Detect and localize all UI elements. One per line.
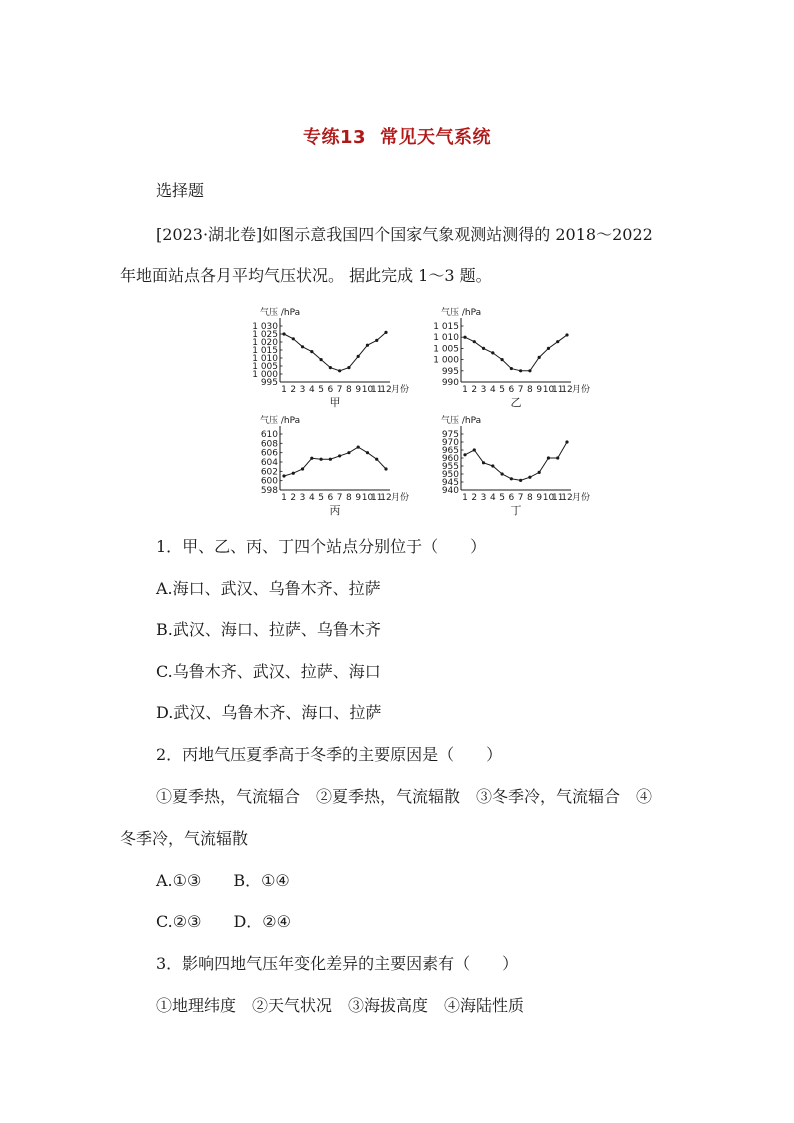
x-tick-label: 9 xyxy=(355,385,362,395)
y-tick-label: 1 010 xyxy=(433,333,459,344)
x-axis-label: 月份 xyxy=(572,493,591,503)
y-tick-label: 1 005 xyxy=(433,344,459,355)
x-tick-label: 3 xyxy=(299,493,306,503)
y-tick-label: 995 xyxy=(260,378,278,388)
x-tick-label: 8 xyxy=(527,385,533,395)
x-tick-label: 12 xyxy=(561,385,573,395)
x-tick-label: 3 xyxy=(480,493,487,503)
y-tick-label: 995 xyxy=(441,366,459,377)
q1-stem: 1．甲、乙、丙、丁四个站点分别位于（ ） xyxy=(156,537,487,556)
chart-caption: 丁 xyxy=(510,504,522,517)
x-tick-label: 5 xyxy=(499,493,505,503)
data-point xyxy=(547,456,550,459)
data-point xyxy=(366,344,369,347)
q2-choices-ab: A.①③ B．①④ xyxy=(156,871,290,890)
x-tick-label: 2 xyxy=(471,493,478,503)
x-tick-label: 12 xyxy=(380,493,392,503)
data-point xyxy=(500,472,503,475)
x-tick-label: 10 xyxy=(542,385,555,395)
y-tick-label: 610 xyxy=(260,430,278,440)
data-point xyxy=(282,332,285,335)
data-point xyxy=(473,340,476,343)
data-point xyxy=(556,456,559,459)
x-tick-label: 7 xyxy=(517,385,524,395)
data-point xyxy=(347,366,350,369)
y-tick-label: 1 015 xyxy=(433,322,459,332)
y-axis-label: 气压 /hPa xyxy=(441,308,482,318)
y-tick-label: 955 xyxy=(441,462,459,472)
data-point xyxy=(282,474,285,477)
x-tick-label: 8 xyxy=(527,493,533,503)
chart-jia xyxy=(222,300,412,412)
x-tick-label: 5 xyxy=(318,493,324,503)
x-tick-label: 2 xyxy=(290,493,297,503)
y-tick-label: 965 xyxy=(441,446,459,456)
series-line xyxy=(284,332,386,370)
y-axis-label: 气压 /hPa xyxy=(260,416,301,426)
x-tick-label: 9 xyxy=(536,493,543,503)
data-point xyxy=(556,340,559,343)
y-tick-label: 990 xyxy=(441,378,459,388)
x-tick-label: 11 xyxy=(371,493,383,503)
x-tick-label: 8 xyxy=(346,385,352,395)
x-tick-label: 12 xyxy=(561,493,573,503)
q1-option-a: A.海口、武汉、乌鲁木齐、拉萨 xyxy=(156,579,381,598)
y-tick-label: 1 020 xyxy=(252,338,278,348)
x-tick-label: 6 xyxy=(327,385,334,395)
chart-bing-svg xyxy=(222,408,412,520)
data-point xyxy=(384,467,387,470)
data-point xyxy=(528,369,531,372)
data-point xyxy=(319,458,322,461)
chart-jia-svg xyxy=(222,300,412,412)
data-point xyxy=(519,369,522,372)
x-tick-label: 6 xyxy=(508,493,515,503)
x-tick-label: 7 xyxy=(336,493,343,503)
q1-option-b: B.武汉、海口、拉萨、乌鲁木齐 xyxy=(156,620,381,639)
y-tick-label: 1 030 xyxy=(252,322,278,332)
y-tick-label: 1 015 xyxy=(252,346,278,356)
y-tick-label: 602 xyxy=(260,467,278,478)
x-tick-label: 6 xyxy=(508,385,515,395)
x-tick-label: 4 xyxy=(489,385,496,395)
intro-line-2: 年地面站点各月平均气压状况。 据此完成 1～3 题。 xyxy=(120,266,492,285)
data-point xyxy=(357,445,360,448)
y-tick-label: 945 xyxy=(441,478,459,488)
data-point xyxy=(292,337,295,340)
x-tick-label: 4 xyxy=(308,493,315,503)
data-point xyxy=(375,339,378,342)
x-tick-label: 1 xyxy=(281,385,287,395)
x-tick-label: 2 xyxy=(290,385,297,395)
data-point xyxy=(301,467,304,470)
x-tick-label: 11 xyxy=(552,493,564,503)
y-tick-label: 608 xyxy=(260,439,278,450)
data-point xyxy=(375,458,378,461)
data-point xyxy=(463,336,466,339)
y-tick-label: 598 xyxy=(260,486,278,496)
x-tick-label: 1 xyxy=(462,493,468,503)
y-tick-label: 600 xyxy=(260,476,278,487)
x-tick-label: 12 xyxy=(380,385,392,395)
x-tick-label: 11 xyxy=(371,385,383,395)
x-tick-label: 3 xyxy=(299,385,306,395)
x-tick-label: 7 xyxy=(517,493,524,503)
y-tick-label: 970 xyxy=(441,438,459,448)
chart-caption: 乙 xyxy=(510,396,522,409)
x-tick-label: 5 xyxy=(499,385,505,395)
x-tick-label: 10 xyxy=(361,493,374,503)
data-point xyxy=(482,461,485,464)
series-line xyxy=(284,447,386,476)
y-tick-label: 960 xyxy=(441,454,459,464)
data-point xyxy=(338,454,341,457)
data-point xyxy=(491,464,494,467)
x-tick-label: 11 xyxy=(552,385,564,395)
y-tick-label: 1 025 xyxy=(252,330,278,340)
x-axis-label: 月份 xyxy=(391,385,410,395)
chart-caption: 甲 xyxy=(329,396,341,409)
data-point xyxy=(528,476,531,479)
intro-line-1: [2023·湖北卷]如图示意我国四个国家气象观测站测得的 2018～2022 xyxy=(156,225,653,244)
q2-options-line-2: 冬季冷，气流辐散 xyxy=(120,829,249,848)
data-point xyxy=(357,355,360,358)
chart-yi-svg xyxy=(403,300,593,412)
y-tick-label: 940 xyxy=(441,486,459,496)
y-tick-label: 604 xyxy=(260,458,278,468)
data-point xyxy=(338,369,341,372)
x-tick-label: 8 xyxy=(346,493,352,503)
q3-stem: 3．影响四地气压年变化差异的主要因素有（ ） xyxy=(156,954,519,973)
y-axis-label: 气压 /hPa xyxy=(260,308,301,318)
page-title xyxy=(0,123,794,149)
q2-choices-cd: C.②③ D．②④ xyxy=(156,912,291,931)
y-tick-label: 950 xyxy=(441,470,459,480)
q3-options: ①地理纬度 ②天气状况 ③海拔高度 ④海陆性质 xyxy=(156,996,525,1015)
data-point xyxy=(347,451,350,454)
data-point xyxy=(329,458,332,461)
chart-caption: 丙 xyxy=(329,504,341,517)
x-tick-label: 9 xyxy=(536,385,543,395)
data-point xyxy=(366,451,369,454)
q2-stem: 2．丙地气压夏季高于冬季的主要原因是（ ） xyxy=(156,745,503,764)
data-point xyxy=(519,479,522,482)
data-point xyxy=(482,347,485,350)
data-point xyxy=(384,331,387,334)
series-line xyxy=(465,442,567,480)
x-tick-label: 10 xyxy=(361,385,374,395)
data-point xyxy=(310,350,313,353)
title-text: 常见天气系统 xyxy=(380,127,492,148)
x-tick-label: 9 xyxy=(355,493,362,503)
chart-bing xyxy=(222,408,412,520)
x-tick-label: 6 xyxy=(327,493,334,503)
y-tick-label: 1 005 xyxy=(252,362,278,372)
chart-ding xyxy=(403,408,593,520)
data-point xyxy=(510,477,513,480)
x-axis-label: 月份 xyxy=(572,385,591,395)
data-point xyxy=(310,457,313,460)
data-point xyxy=(565,333,568,336)
title-number: 专练13 xyxy=(302,127,367,148)
chart-yi xyxy=(403,300,593,412)
q1-option-c: C.乌鲁木齐、武汉、拉萨、海口 xyxy=(156,662,381,681)
data-point xyxy=(473,448,476,451)
q2-options-line-1: ①夏季热，气流辐合 ②夏季热，气流辐散 ③冬季冷，气流辐合 ④ xyxy=(156,787,653,806)
y-tick-label: 975 xyxy=(441,430,459,440)
data-point xyxy=(565,440,568,443)
y-tick-label: 1 010 xyxy=(252,354,278,364)
x-tick-label: 10 xyxy=(542,493,555,503)
x-tick-label: 7 xyxy=(336,385,343,395)
x-axis-label: 月份 xyxy=(391,493,410,503)
x-tick-label: 5 xyxy=(318,385,324,395)
data-point xyxy=(538,471,541,474)
y-axis-label: 气压 /hPa xyxy=(441,416,482,426)
q1-option-d: D.武汉、乌鲁木齐、海口、拉萨 xyxy=(156,703,382,722)
section-label: 选择题 xyxy=(156,181,205,200)
data-point xyxy=(538,356,541,359)
data-point xyxy=(301,345,304,348)
x-tick-label: 1 xyxy=(462,385,468,395)
data-point xyxy=(463,453,466,456)
chart-ding-svg xyxy=(403,408,593,520)
x-tick-label: 2 xyxy=(471,385,478,395)
data-point xyxy=(547,347,550,350)
data-point xyxy=(292,472,295,475)
x-tick-label: 4 xyxy=(489,493,496,503)
y-tick-label: 606 xyxy=(260,448,278,459)
y-tick-label: 1 000 xyxy=(252,370,278,380)
data-point xyxy=(510,367,513,370)
x-tick-label: 1 xyxy=(281,493,287,503)
data-point xyxy=(329,366,332,369)
x-tick-label: 4 xyxy=(308,385,315,395)
data-point xyxy=(491,351,494,354)
x-tick-label: 3 xyxy=(480,385,487,395)
data-point xyxy=(500,358,503,361)
series-line xyxy=(465,335,567,371)
y-tick-label: 1 000 xyxy=(433,355,459,366)
data-point xyxy=(319,358,322,361)
